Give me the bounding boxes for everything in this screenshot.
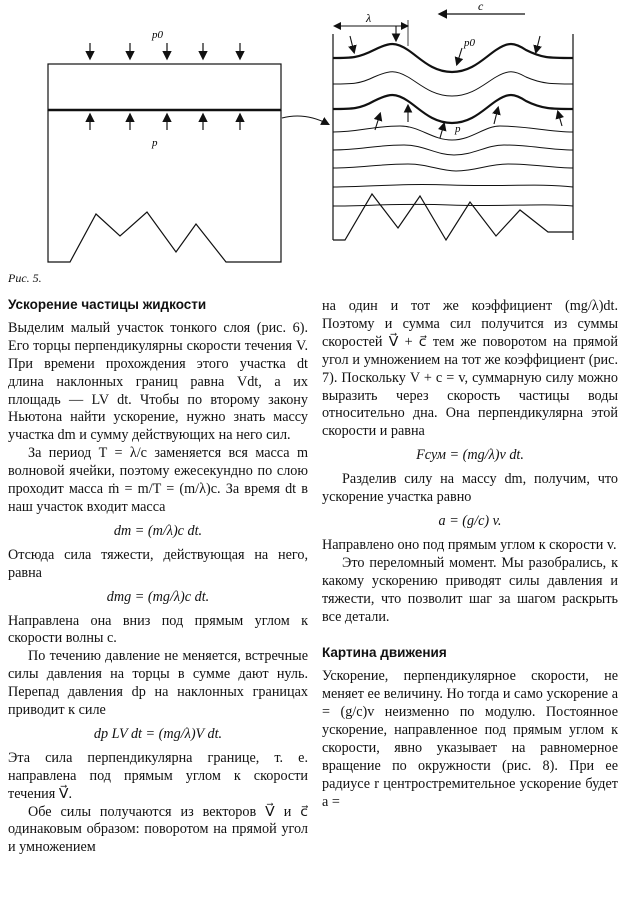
right-label-lambda: λ xyxy=(366,11,372,25)
right-column xyxy=(322,298,618,812)
left-column xyxy=(8,296,308,857)
section-heading-acceleration: Ускорение частицы жидкости xyxy=(8,297,207,312)
paragraph: За период T = λ/c заменяется вся масса m волновой ячейки, поэтому ежесекундно по слою проходит масса ṁ = m/T = (m/λ)c. За время dt в наш участок входит масса xyxy=(8,445,308,515)
figure-caption: Рис. 5. xyxy=(8,271,42,285)
formula-total-force: Fсум = (mg/λ)v dt. xyxy=(416,447,524,464)
right-label-p: p xyxy=(455,123,461,135)
up-arrows xyxy=(90,115,240,130)
right-label-p0: p0 xyxy=(464,37,475,49)
formula-acceleration: a = (g/c) v. xyxy=(438,512,502,529)
left-label-p0: p0 xyxy=(152,29,163,41)
paragraph: По течению давление не меняется, встречные силы давления на торцы в сумме дают нуль. Перепад давления dp на наклонных границах приводит к силе xyxy=(8,648,308,719)
paragraph: Отсюда сила тяжести, действующая на него, равна xyxy=(8,546,308,581)
formula-pressure-force: dp LV dt = (mg/λ)V dt. xyxy=(93,725,223,742)
right-label-c: c xyxy=(478,0,484,13)
paragraph: Ускорение, перпендикулярное скорости, не меняет ее величину. Но тогда и само ускорение a = (g/c)v неизменно по модулю. Постоянное ускорение, направленное под прямым углом к скорости, явно указывает на равномерное вращение по окружности (рис. 8). При ее радиусе r центростремительное ускорение будет a = xyxy=(322,668,618,810)
paragraph: Обе силы получаются из векторов V⃗ и c⃗ одинаковым образом: поворотом на прямой угол и умножением xyxy=(8,803,308,856)
paragraph: Направлено оно под прямым углом к скорости v. xyxy=(322,536,617,553)
down-arrows xyxy=(90,43,240,58)
paragraph: Разделив силу на массу dm, получим, что ускорение участка равно xyxy=(322,471,618,506)
paragraph: Выделим малый участок тонкого слоя (рис. 6). Его торцы перпендикулярны скорости течения V. При времени прохождения этого участка dt длина наклонных границ равна Vdt, а их площадь — LV dt. Чтобы по второму закону Ньютона найти ускорение, нужно знать массу участка dm и сумму действующих на него сил. xyxy=(8,319,308,444)
paragraph: Эта сила перпендикулярна границе, т. е. направлена под прямым углом к скорости течения V⃗. xyxy=(8,749,308,802)
paragraph: Это переломный момент. Мы разобрались, к какому ускорению приводят силы давления и тяжести, что позволит шаг за шагом раскрыть все детали. xyxy=(322,554,618,625)
wave-figure xyxy=(0,0,625,270)
formula-dmg: dmg = (mg/λ)c dt. xyxy=(106,588,210,605)
left-diagram xyxy=(48,43,281,262)
left-label-p: p xyxy=(152,137,158,149)
paragraph: Направлена она вниз под прямым углом к скорости волны c. xyxy=(8,612,308,647)
paragraph: на один и тот же коэффициент (mg/λ)dt. Поэтому и сумма сил получится из суммы скоростей V⃗ + c⃗ тем же поворотом на прямой угол и умножением на тот же коэффициент (рис. 7). Поскольку V + c = v, суммарную силу можно выразить через скорость частицы воды относительно дна. Она перпендикулярна этой скорости и равна xyxy=(322,298,618,440)
right-diagram xyxy=(333,14,573,240)
section-heading-motion: Картина движения xyxy=(322,645,447,661)
formula-dm: dm = (m/λ)c dt. xyxy=(113,522,203,539)
connector-arrow xyxy=(282,116,328,124)
